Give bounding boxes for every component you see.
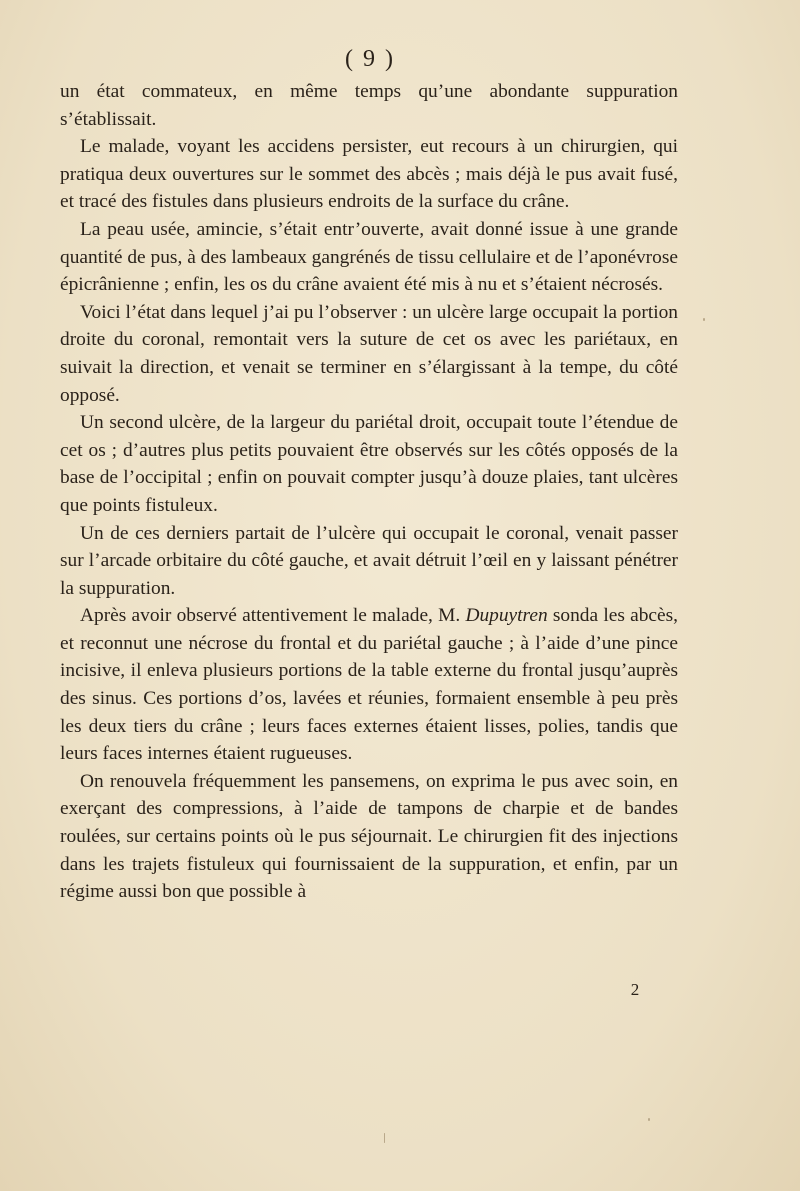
paper-speck: [384, 1133, 385, 1143]
body-text: [60, 78, 678, 906]
paragraph-5: Un second ulcère, de la largeur du pariétal droit, occupait toute l’étendue de cet os ; d’autres plus petits pouvaient être observés sur les côtés opposés de la base de l’occipital ; enfin on pouvait compter jusqu’à douze plaies, tant ulcères que points fistuleux.: [60, 412, 678, 516]
paragraph-4: Voici l’état dans lequel j’ai pu l’observer : un ulcère large occupait la portion droite du coronal, remontait vers la suture de cet os avec les pariétaux, en suivait la direction, et venait se terminer en s’élargissant à la tempe, du côté opposé.: [60, 301, 678, 406]
paragraph-2: Le malade, voyant les accidens persister, eut recours à un chirurgien, qui pratiqua deux ouvertures sur le sommet des abcès ; mais déjà le pus avait fusé, et tracé des fistules dans plusieurs endroits de la surface du crâne.: [60, 136, 678, 213]
signature-mark: 2: [630, 980, 640, 999]
paper-speck: [703, 318, 705, 321]
paragraph-8: On renouvela fréquemment les pansemens, on exprima le pus avec soin, en exerçant des compressions, à l’aide de tampons de charpie et de bandes roulées, sur certains points où le pus séjournait. Le chirurgien fit des injections dans les trajets fistuleux qui fournissaient de la suppuration, et enfin, par un régime aussi bon que possible à: [60, 770, 678, 903]
paragraph-7: [60, 602, 678, 768]
paragraph-7-after: sonda les abcès, et reconnut une nécrose du frontal et du pariétal gauche ; à l’aide d’une pince incisive, il enleva plusieurs portions de la table externe du frontal jusqu’auprès des sinus. Ces portions d’os, lavées et réunies, formaient ensemble à peu près les deux tiers du crâne ; leurs faces externes étaient lisses, polies, tandis que leurs faces internes étaient rugueuses.: [60, 605, 678, 765]
paragraph-6: Un de ces derniers partait de l’ulcère qui occupait le coronal, venait passer sur l’arcade orbitaire du côté gauche, et avait détruit l’œil en y laissant pénétrer la suppuration.: [60, 522, 678, 599]
page-number: ( 9 ): [345, 46, 395, 72]
surgeon-name: Dupuytren: [465, 605, 548, 627]
paragraph-1: un état commateux, en même temps qu’une abondante suppuration s’établissait.: [60, 81, 678, 130]
paragraph-3: La peau usée, amincie, s’était entr’ouverte, avait donné issue à une grande quantité de pus, à des lambeaux gangrénés de tissu cellulaire et de l’aponévrose épicrânienne ; enfin, les os du crâne avaient été mis à nu et s’étaient nécrosés.: [60, 218, 678, 296]
paper-speck: [648, 1118, 650, 1121]
paragraph-7-before: Après avoir observé attentivement le malade, M.: [80, 605, 466, 627]
